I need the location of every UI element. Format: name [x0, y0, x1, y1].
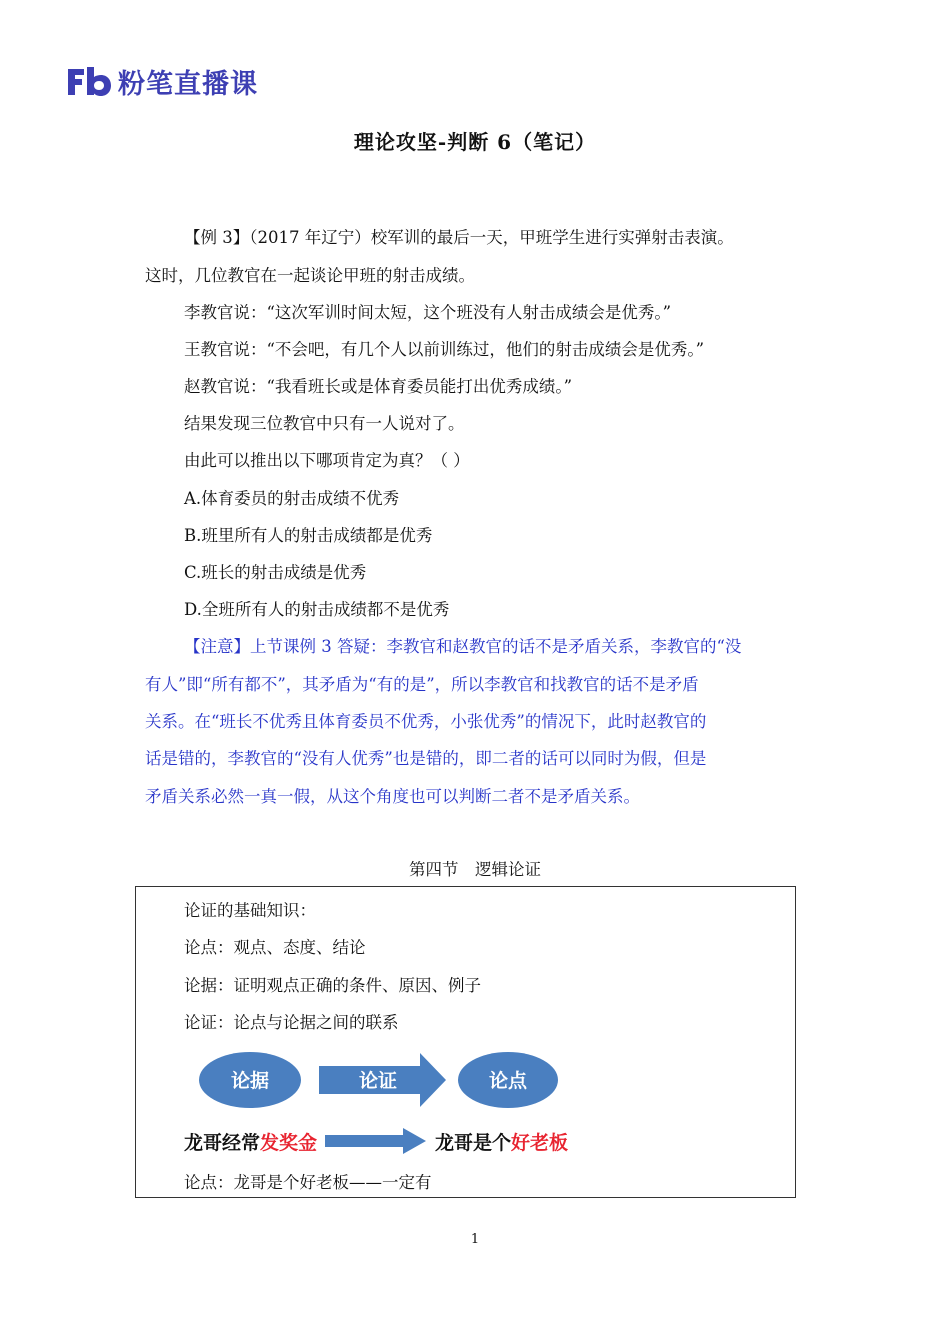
option-c: C.班长的射击成绩是优秀	[184, 563, 367, 582]
statement-wang: 王教官说：“不会吧，有几个人以前训练过，他们的射击成绩会是优秀。”	[184, 340, 705, 359]
example-right-plain: 龙哥是个	[435, 1131, 512, 1154]
option-d: D.全班所有人的射击成绩都不是优秀	[184, 600, 450, 619]
note-line-5: 矛盾关系必然一真一假，从这个角度也可以判断二者不是矛盾关系。	[145, 787, 640, 806]
example-left-plain: 龙哥经常	[184, 1131, 261, 1154]
box-line-2: 论点：观点、态度、结论	[184, 938, 366, 957]
statement-li: 李教官说：“这次军训时间太短，这个班没有人射击成绩会是优秀。”	[184, 303, 672, 322]
box-last-line: 论点：龙哥是个好老板——一定有	[184, 1173, 432, 1192]
box-line-1: 论证的基础知识：	[184, 901, 316, 920]
box-line-3: 论据：证明观点正确的条件、原因、例子	[184, 976, 481, 995]
question-line-1: 【例 3】（2017 年辽宁）校军训的最后一天，甲班学生进行实弹射击表演。	[184, 228, 734, 247]
example-right-red: 好老板	[511, 1131, 569, 1154]
example-row	[184, 1127, 568, 1155]
page-title: 理论攻坚-判断 6（笔记）	[353, 130, 597, 154]
thesis-label: 论点	[488, 1070, 528, 1092]
argumentation-label: 论证	[358, 1070, 398, 1092]
question-ask: 由此可以推出以下哪项肯定为真？（ ）	[184, 451, 470, 470]
note-line-2: 有人”即“所有都不”，其矛盾为“有的是”，所以李教官和找教官的话不是矛盾	[145, 675, 699, 694]
example-left-red: 发奖金	[260, 1131, 318, 1154]
box-line-4: 论证：论点与论据之间的联系	[184, 1013, 399, 1032]
page-number: 1	[470, 1232, 480, 1247]
option-b: B.班里所有人的射击成绩都是优秀	[184, 526, 433, 545]
logo-text: 粉笔直播课	[118, 69, 258, 100]
right-arrow-icon	[323, 1127, 429, 1155]
option-a: A.体育委员的射击成绩不优秀	[184, 489, 400, 508]
argument-diagram	[198, 1051, 558, 1109]
brand-logo	[66, 62, 258, 101]
note-line-1: 【注意】上节课例 3 答疑：李教官和赵教官的话不是矛盾关系，李教官的“没	[184, 637, 742, 656]
knowledge-box	[135, 886, 796, 1198]
section-title: 第四节 逻辑论证	[409, 860, 541, 879]
fb-logo-icon	[66, 65, 112, 99]
note-line-4: 话是错的，李教官的“没有人优秀”也是错的，即二者的话可以同时为假，但是	[145, 749, 707, 768]
evidence-label: 论据	[230, 1070, 270, 1092]
question-line-2: 这时，几位教官在一起谈论甲班的射击成绩。	[145, 266, 475, 285]
note-line-3: 关系。在“班长不优秀且体育委员不优秀，小张优秀”的情况下，此时赵教官的	[145, 712, 707, 731]
statement-zhao: 赵教官说：“我看班长或是体育委员能打出优秀成绩。”	[184, 377, 573, 396]
question-result: 结果发现三位教官中只有一人说对了。	[184, 414, 465, 433]
